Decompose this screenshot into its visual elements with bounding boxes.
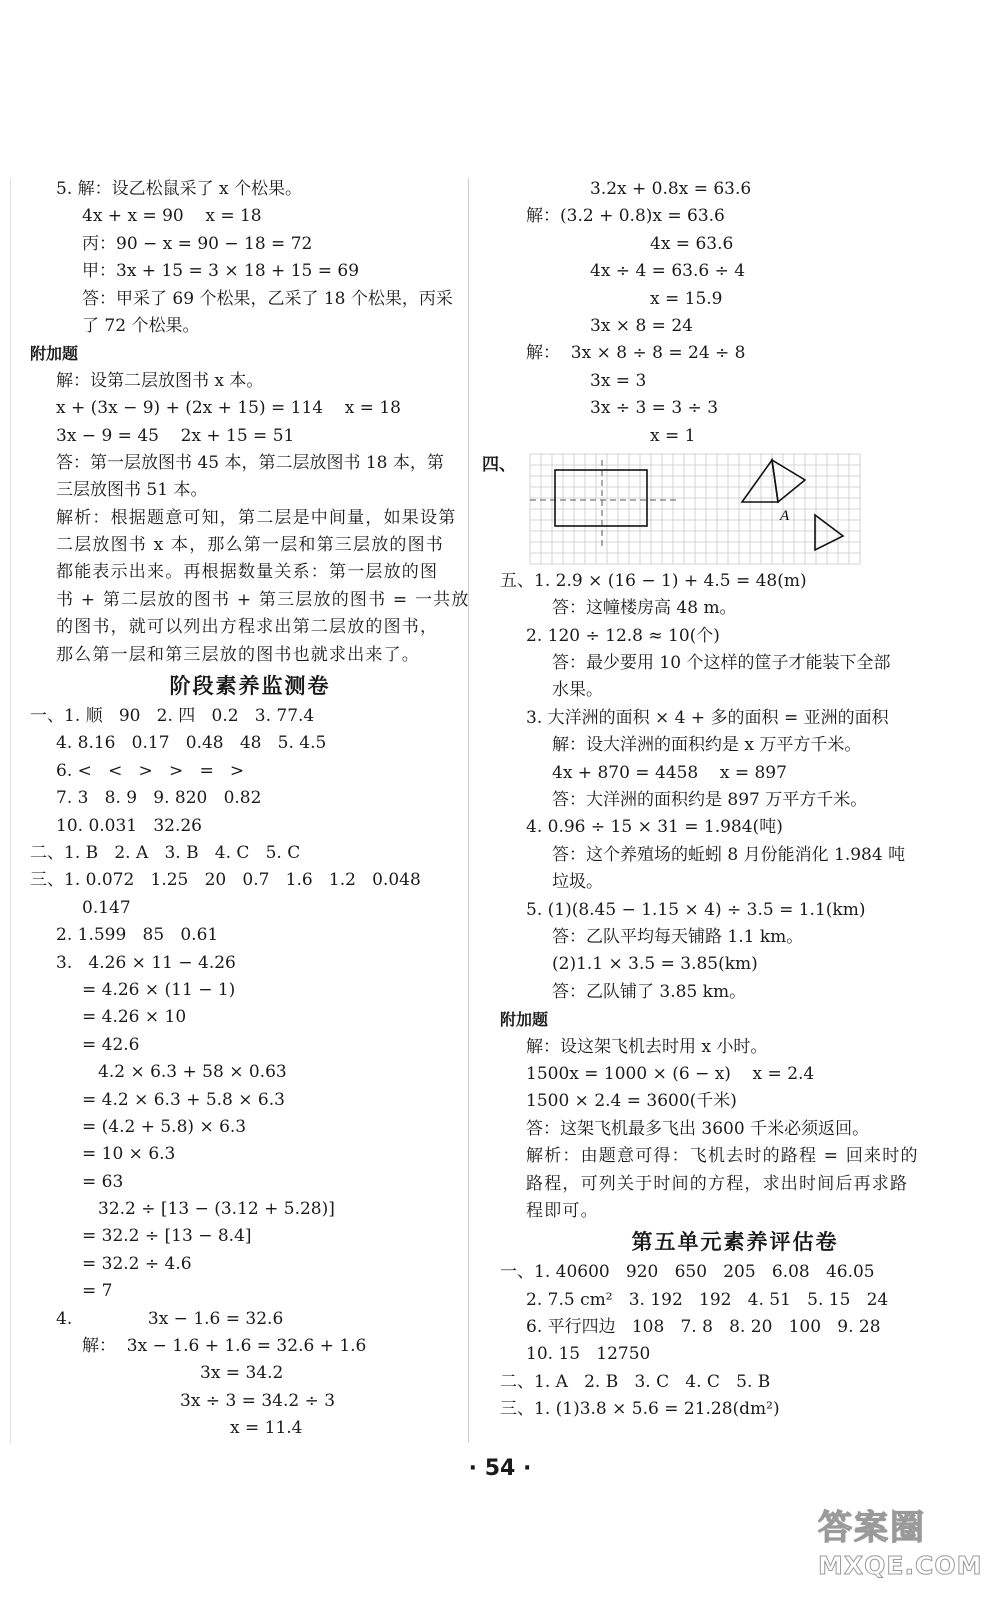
- answer-line: x = 15.9: [650, 288, 723, 309]
- answer-line: 10. 15 12750: [526, 1344, 651, 1365]
- answer-line: 垃圾。: [552, 872, 603, 893]
- page-number: · 54 ·: [468, 1456, 532, 1481]
- grid-drawing: [510, 450, 870, 568]
- answer-line: 7. 3 8. 9 9. 820 0.82: [56, 788, 262, 809]
- section-title: 阶段素养监测卷: [169, 674, 331, 699]
- answer-line: = 42.6: [82, 1034, 140, 1055]
- answer-line: 1500x = 1000 × (6 − x) x = 2.4: [526, 1063, 815, 1084]
- right-bottom-solutions: [500, 568, 970, 1424]
- answer-line: = 63: [82, 1171, 124, 1192]
- answer-line: 4. 8.16 0.17 0.48 48 5. 4.5: [56, 733, 327, 754]
- answer-line: 解析：由题意可得：飞机去时的路程 = 回来时的: [526, 1146, 919, 1167]
- answer-line: 二层放图书 x 本，那么第一层和第三层放的图书: [56, 535, 444, 556]
- answer-line: 3x ÷ 3 = 3 ÷ 3: [590, 398, 719, 419]
- answer-line: 五、1. 2.9 × (16 − 1) + 4.5 = 48(m): [500, 570, 807, 591]
- answer-line: 5. 解：设乙松鼠采了 x 个松果。: [56, 179, 303, 199]
- grid-figure: [482, 450, 970, 568]
- answer-line: 0.147: [82, 897, 131, 918]
- answer-line: 3x × 8 = 24: [590, 315, 693, 336]
- answer-line: 答：最少要用 10 个这样的筐子才能装下全部: [552, 653, 891, 674]
- answer-line: 程即可。: [526, 1200, 599, 1221]
- answer-line: 3x = 3: [590, 370, 647, 391]
- answer-line: 4x + 870 = 4458 x = 897: [552, 762, 787, 783]
- section-four-label: 四、: [482, 454, 516, 475]
- answer-line: = 32.2 ÷ 4.6: [82, 1253, 192, 1274]
- answer-line: 1500 × 2.4 = 3600(千米): [526, 1091, 737, 1112]
- answer-line: 解析：根据题意可知，第二层是中间量，如果设第: [56, 507, 457, 528]
- answer-line: 丙：90 − x = 90 − 18 = 72: [82, 233, 313, 254]
- answer-line: 3x = 34.2: [200, 1363, 284, 1384]
- answer-line: 解：设第二层放图书 x 本。: [56, 370, 264, 391]
- triangle-right: [772, 460, 805, 502]
- answer-line: 一、1. 40600 920 650 205 6.08 46.05: [500, 1262, 875, 1283]
- answer-line: 书 + 第二层放的图书 + 第三层放的图书 = 一共放: [56, 589, 470, 610]
- answer-line: 甲：3x + 15 = 3 × 18 + 15 = 69: [82, 261, 360, 282]
- answer-line: 6. 平行四边 108 7. 8 8. 20 100 9. 28: [526, 1317, 881, 1338]
- answer-line: 2. 1.599 85 0.61: [56, 925, 219, 946]
- answer-line: 4x ÷ 4 = 63.6 ÷ 4: [590, 261, 746, 282]
- answer-line: 4x = 63.6: [650, 233, 734, 254]
- subsection-heading: 附加题: [30, 344, 79, 364]
- answer-line: = 4.2 × 6.3 + 5.8 × 6.3: [82, 1089, 285, 1110]
- answer-line: 的图书，就可以列出方程求出第二层放的图书，: [56, 617, 439, 638]
- answer-line: = 4.26 × (11 − 1): [82, 979, 236, 1000]
- answer-line: 2. 7.5 cm² 3. 192 192 4. 51 5. 15 24: [526, 1289, 889, 1310]
- answer-line: 解：(3.2 + 0.8)x = 63.6: [526, 206, 725, 227]
- answer-line: = 32.2 ÷ [13 − 8.4]: [82, 1226, 252, 1247]
- answer-line: 3.2x + 0.8x = 63.6: [590, 179, 752, 199]
- answer-line: 答：大洋洲的面积约是 897 万平方千米。: [552, 790, 868, 811]
- answer-line: 答：乙队铺了 3.85 km。: [552, 981, 747, 1002]
- answer-line: 了 72 个松果。: [82, 315, 200, 336]
- answer-line: 答：乙队平均每天铺路 1.1 km。: [552, 926, 804, 947]
- answer-line: 5. (1)(8.45 − 1.15 × 4) ÷ 3.5 = 1.1(km): [526, 899, 866, 920]
- answer-line: 4.2 × 6.3 + 58 × 0.63: [98, 1062, 287, 1083]
- answer-line: = 7: [82, 1281, 113, 1302]
- section-title: 第五单元素养评估卷: [631, 1230, 839, 1255]
- watermark-url-text: MXQE.COM: [818, 1551, 983, 1580]
- answer-line: 10. 0.031 32.26: [56, 815, 202, 836]
- answer-line: 4x + x = 90 x = 18: [82, 206, 262, 227]
- answer-line: 答：第一层放图书 45 本，第二层放图书 18 本，第: [56, 452, 444, 473]
- point-a-label: A: [780, 507, 790, 524]
- right-top-solutions: [500, 176, 970, 450]
- answer-line: 解： 3x × 8 ÷ 8 = 24 ÷ 8: [526, 343, 746, 364]
- answer-line: 3x − 9 = 45 2x + 15 = 51: [56, 425, 295, 446]
- answer-line: 解：设这架飞机去时用 x 小时。: [526, 1036, 768, 1057]
- answer-line: 答：这个养殖场的蚯蚓 8 月份能消化 1.984 吨: [552, 844, 906, 865]
- answer-line: 2. 120 ÷ 12.8 ≈ 10(个): [526, 625, 720, 646]
- answer-line: 那么第一层和第三层放的图书也就求出来了。: [56, 644, 420, 665]
- answer-line: 3. 4.26 × 11 − 4.26: [56, 952, 236, 973]
- answer-line: (2)1.1 × 3.5 = 3.85(km): [552, 954, 758, 975]
- answer-line: = (4.2 + 5.8) × 6.3: [82, 1116, 247, 1137]
- answer-line: 答：这幢楼房高 48 m。: [552, 598, 737, 619]
- watermark-logo: [818, 1500, 988, 1590]
- answer-line: 一、1. 顺 90 2. 四 0.2 3. 77.4: [30, 706, 315, 727]
- margin-rule: [10, 178, 11, 1443]
- answer-line: x + (3x − 9) + (2x + 15) = 114 x = 18: [56, 398, 401, 419]
- answer-line: 三、1. (1)3.8 × 5.6 = 21.28(dm²): [500, 1399, 780, 1420]
- left-column: [30, 176, 470, 1443]
- answer-line: 答：甲采了 69 个松果，乙采了 18 个松果，丙采: [82, 288, 453, 309]
- answer-line: 3. 大洋洲的面积 × 4 + 多的面积 = 亚洲的面积: [526, 707, 889, 728]
- answer-line: x = 1: [650, 425, 696, 446]
- answer-line: 解： 3x − 1.6 + 1.6 = 32.6 + 1.6: [82, 1336, 367, 1357]
- answer-line: 4. 3x − 1.6 = 32.6: [56, 1308, 284, 1329]
- answer-line: x = 11.4: [230, 1418, 303, 1439]
- watermark-main-text: 答案圈: [818, 1508, 926, 1548]
- answer-line: = 10 × 6.3: [82, 1144, 176, 1165]
- answer-line: 6. < < > > = >: [56, 760, 245, 781]
- answer-line: 4. 0.96 ÷ 15 × 31 = 1.984(吨): [526, 817, 783, 838]
- answer-line: 解：设大洋洲的面积约是 x 万平方千米。: [552, 735, 862, 756]
- answer-line: 答：这架飞机最多飞出 3600 千米必须返回。: [526, 1118, 870, 1139]
- answer-line: 三层放图书 51 本。: [56, 480, 208, 501]
- subsection-heading: 附加题: [500, 1010, 549, 1030]
- right-column: [482, 176, 970, 1424]
- answer-line: 二、1. B 2. A 3. B 4. C 5. C: [30, 842, 301, 863]
- answer-line: = 4.26 × 10: [82, 1007, 187, 1028]
- answer-line: 路程，可列关于时间的方程，求出时间后再求路: [526, 1173, 909, 1194]
- answer-line: 水果。: [552, 680, 603, 701]
- answer-line: 二、1. A 2. B 3. C 4. C 5. B: [500, 1371, 771, 1392]
- answer-line: 32.2 ÷ [13 − (3.12 + 5.28)]: [98, 1199, 335, 1220]
- answer-line: 三、1. 0.072 1.25 20 0.7 1.6 1.2 0.048: [30, 870, 421, 891]
- answer-line: 都能表示出来。再根据数量关系：第一层放的图: [56, 562, 439, 583]
- answer-line: 3x ÷ 3 = 34.2 ÷ 3: [180, 1390, 336, 1411]
